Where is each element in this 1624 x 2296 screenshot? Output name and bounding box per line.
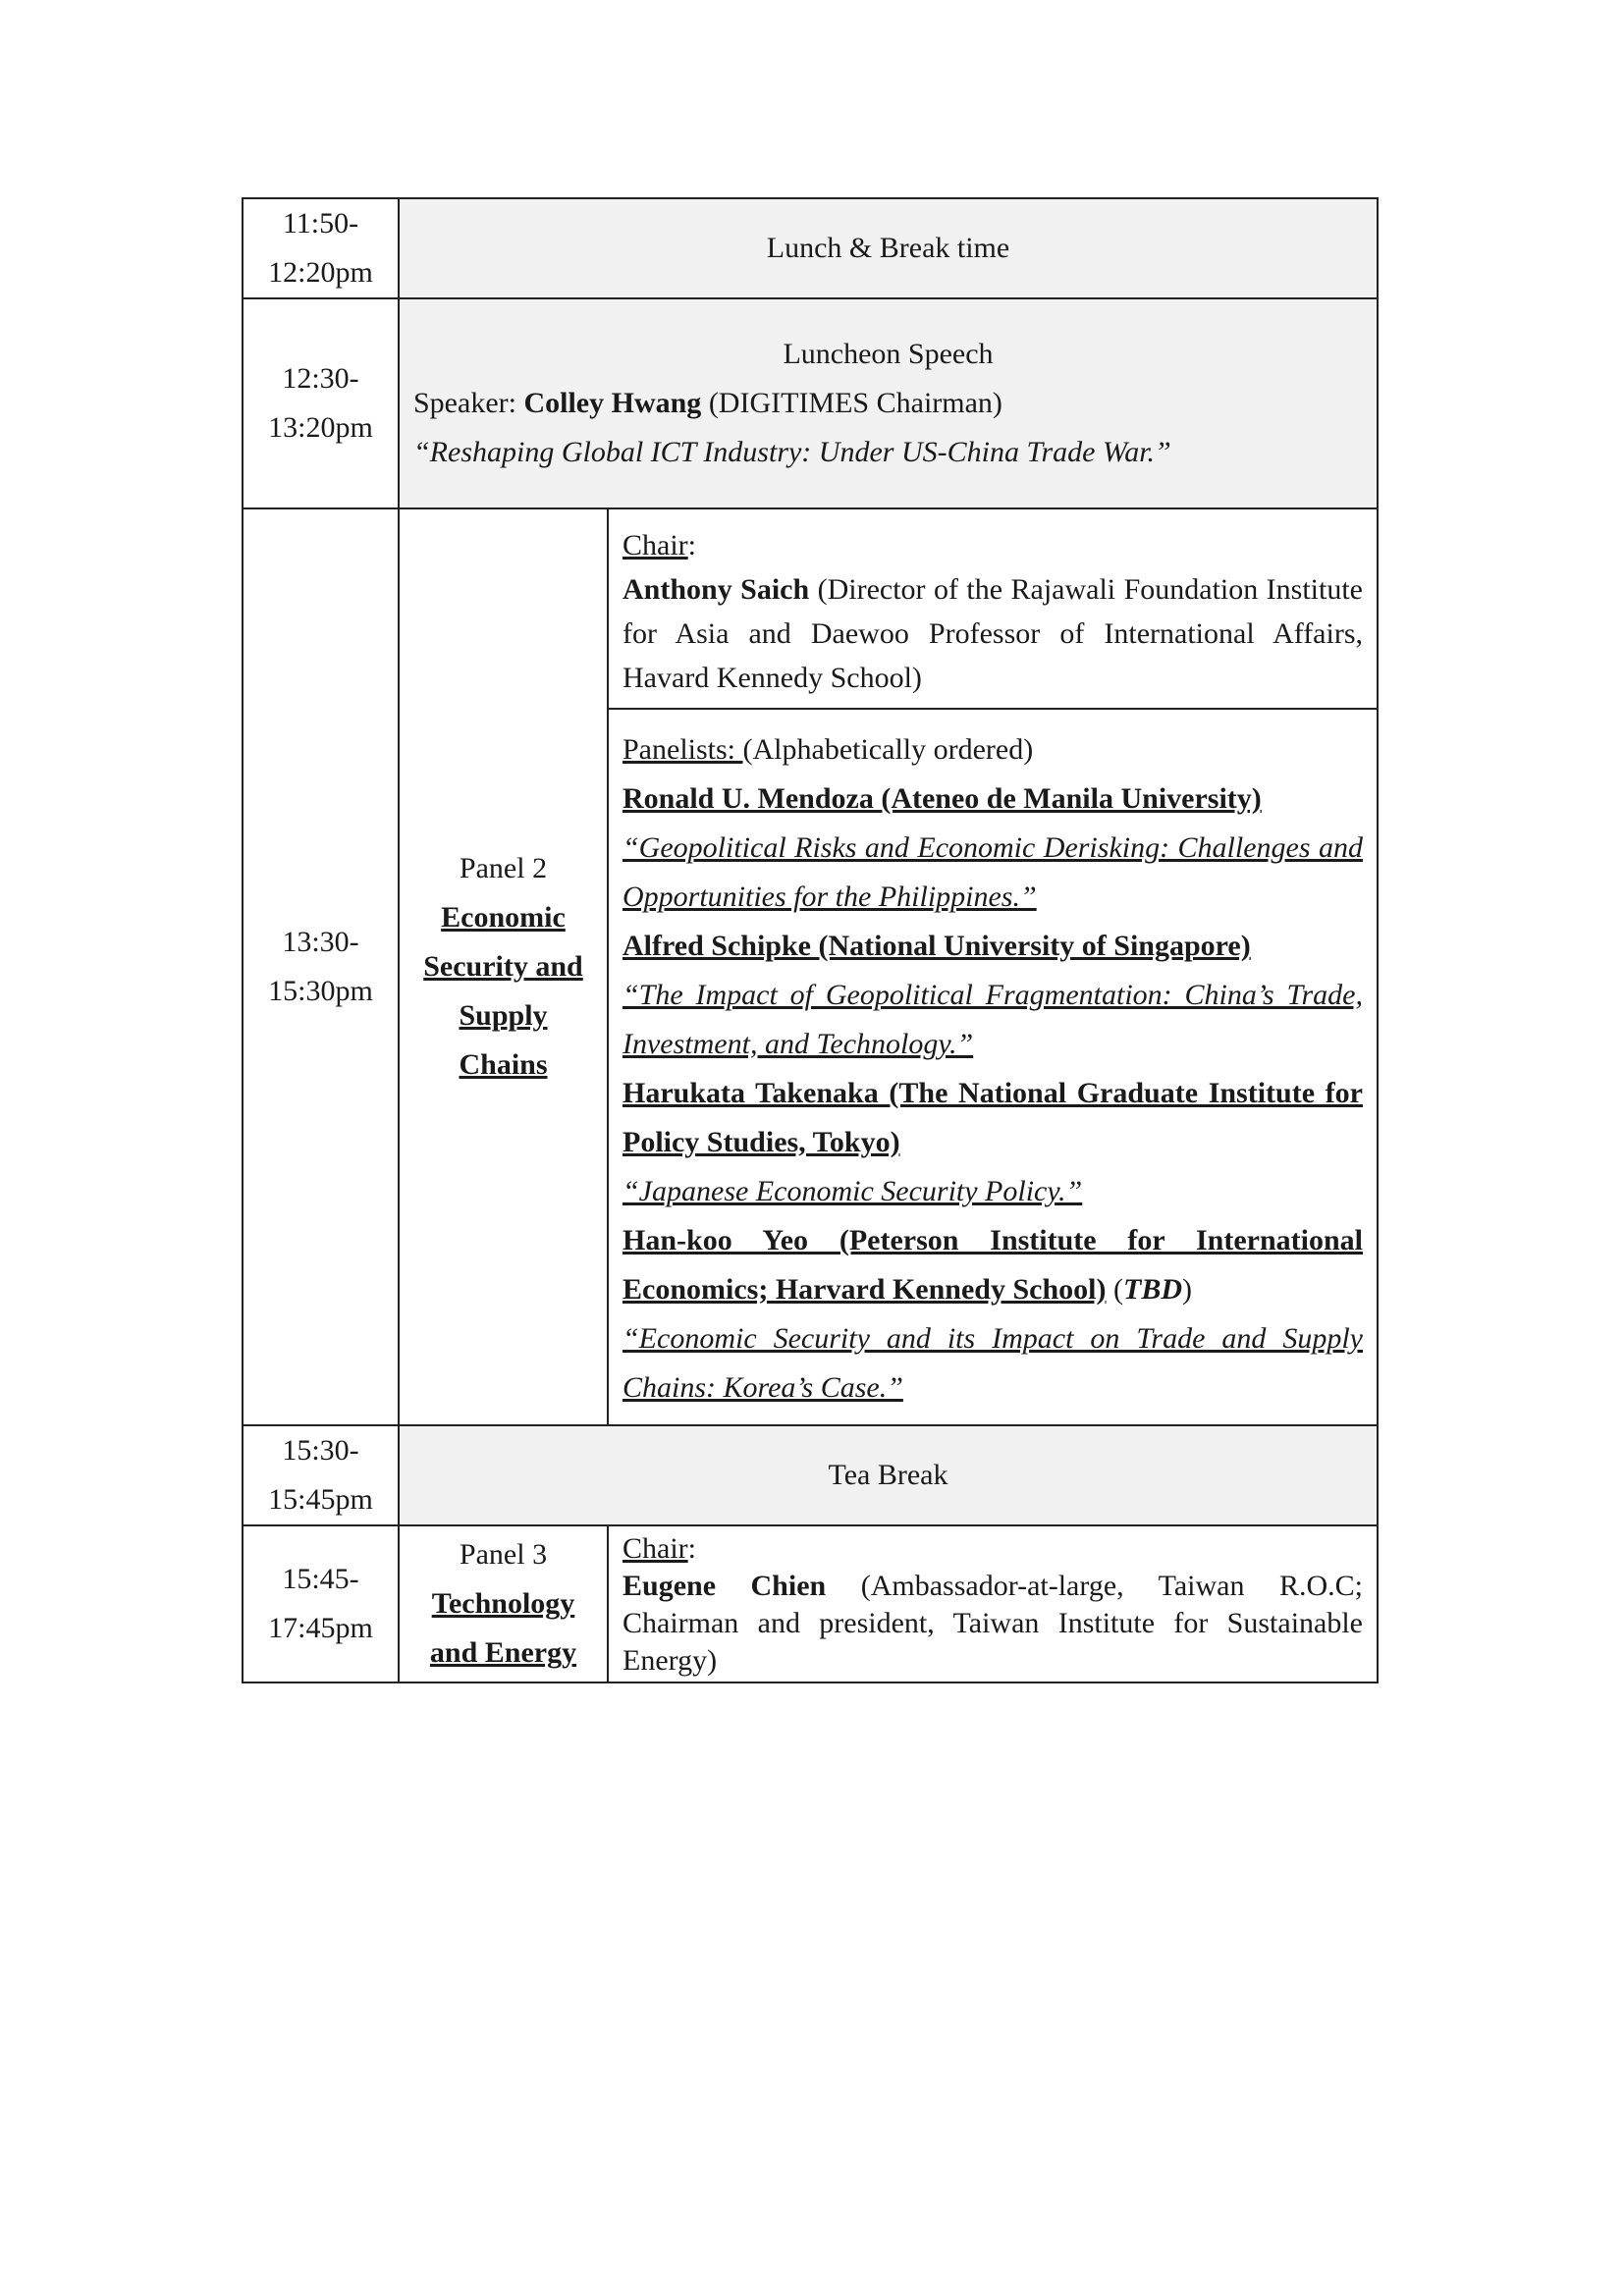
agenda-table bbox=[242, 197, 1379, 1683]
speaker-name: Colley Hwang bbox=[523, 387, 702, 419]
panel-title-line: Technology bbox=[431, 1587, 575, 1620]
panel-label: Panel 3 bbox=[459, 1538, 548, 1571]
time-end: 15:30pm bbox=[268, 975, 373, 1007]
time-start: 12:30- bbox=[282, 362, 359, 395]
panelist-tbd: TBD bbox=[1123, 1273, 1182, 1306]
panel3-title-cell bbox=[399, 1525, 608, 1682]
time-cell bbox=[243, 1425, 399, 1525]
panelists-label: Panelists: bbox=[623, 733, 743, 766]
lunch-label: Lunch & Break time bbox=[399, 198, 1378, 298]
panel-label: Panel 2 bbox=[459, 852, 548, 884]
row-panel3 bbox=[243, 1525, 1378, 1682]
time-cell bbox=[243, 298, 399, 508]
chair-affiliation: (Ambassador-at-large, Taiwan R.O.C; Chairman and president, Taiwan Institute for Sustainable Energy) bbox=[623, 1570, 1363, 1677]
panel2-chair-cell bbox=[608, 508, 1378, 709]
panel-title-line: Security and bbox=[423, 950, 583, 983]
panel-title-line: Supply bbox=[459, 999, 548, 1032]
time-start: 13:30- bbox=[282, 926, 359, 958]
speaker-prefix: Speaker: bbox=[413, 387, 524, 419]
panelist-talk: “Japanese Economic Security Policy.” bbox=[623, 1175, 1083, 1207]
panelist-suffix: ( bbox=[1106, 1273, 1123, 1306]
panelist-name: Alfred Schipke (National University of Singapore) bbox=[623, 930, 1251, 962]
time-end: 12:20pm bbox=[268, 256, 373, 289]
row-tea-break bbox=[243, 1425, 1378, 1525]
panelist-talk: “The Impact of Geopolitical Fragmentation: China’s Trade, Investment, and Technology.” bbox=[623, 979, 1363, 1060]
panel-title-line: Chains bbox=[459, 1048, 548, 1081]
panelists-note: (Alphabetically ordered) bbox=[742, 733, 1034, 766]
luncheon-title: Luncheon Speech bbox=[783, 338, 994, 370]
row-luncheon-speech bbox=[243, 298, 1378, 508]
time-start: 15:45- bbox=[282, 1563, 359, 1595]
panel-title-line: Economic bbox=[441, 901, 566, 934]
panel-title-line: and Energy bbox=[429, 1636, 577, 1669]
chair-name: Anthony Saich bbox=[623, 573, 810, 606]
chair-name: Eugene Chien bbox=[623, 1570, 827, 1602]
time-end: 15:45pm bbox=[268, 1483, 373, 1516]
panel3-chair-cell bbox=[608, 1525, 1378, 1682]
row-panel2-chair bbox=[243, 508, 1378, 709]
panelist-talk: “Economic Security and its Impact on Trade and Supply Chains: Korea’s Case.” bbox=[623, 1322, 1363, 1404]
tea-break-label: Tea Break bbox=[399, 1425, 1378, 1525]
chair-colon: : bbox=[687, 529, 696, 561]
panelist-suffix: ) bbox=[1182, 1273, 1192, 1306]
panel2-title-cell bbox=[399, 508, 608, 1425]
chair-label: Chair bbox=[623, 529, 688, 561]
time-end: 17:45pm bbox=[268, 1612, 373, 1644]
panelist-name: Ronald U. Mendoza (Ateneo de Manila University) bbox=[623, 782, 1262, 815]
chair-label: Chair bbox=[623, 1532, 688, 1565]
panelist-talk: “Geopolitical Risks and Economic Derisking: Challenges and Opportunities for the Philippines.” bbox=[623, 831, 1363, 913]
time-cell bbox=[243, 508, 399, 1425]
speaker-line bbox=[413, 379, 1363, 428]
time-end: 13:20pm bbox=[268, 411, 373, 444]
speaker-affiliation: (DIGITIMES Chairman) bbox=[701, 387, 1002, 419]
chair-colon: : bbox=[687, 1532, 696, 1565]
luncheon-cell bbox=[399, 298, 1378, 508]
panelist-name: Han-koo Yeo (Peterson Institute for International Economics; Harvard Kennedy School) bbox=[623, 1224, 1363, 1306]
panel2-panelists-cell bbox=[608, 709, 1378, 1425]
row-lunch bbox=[243, 198, 1378, 298]
panelist-name: Harukata Takenaka (The National Graduate Institute for Policy Studies, Tokyo) bbox=[623, 1077, 1363, 1158]
time-cell bbox=[243, 1525, 399, 1682]
speech-title: “Reshaping Global ICT Industry: Under US-China Trade War.” bbox=[413, 436, 1171, 468]
time-start: 11:50- bbox=[282, 207, 359, 240]
chair-affiliation: (Director of the Rajawali Foundation Institute for Asia and Daewoo Professor of International Affairs, Havard Kennedy School) bbox=[623, 573, 1363, 694]
time-start: 15:30- bbox=[282, 1434, 359, 1467]
time-cell bbox=[243, 198, 399, 298]
